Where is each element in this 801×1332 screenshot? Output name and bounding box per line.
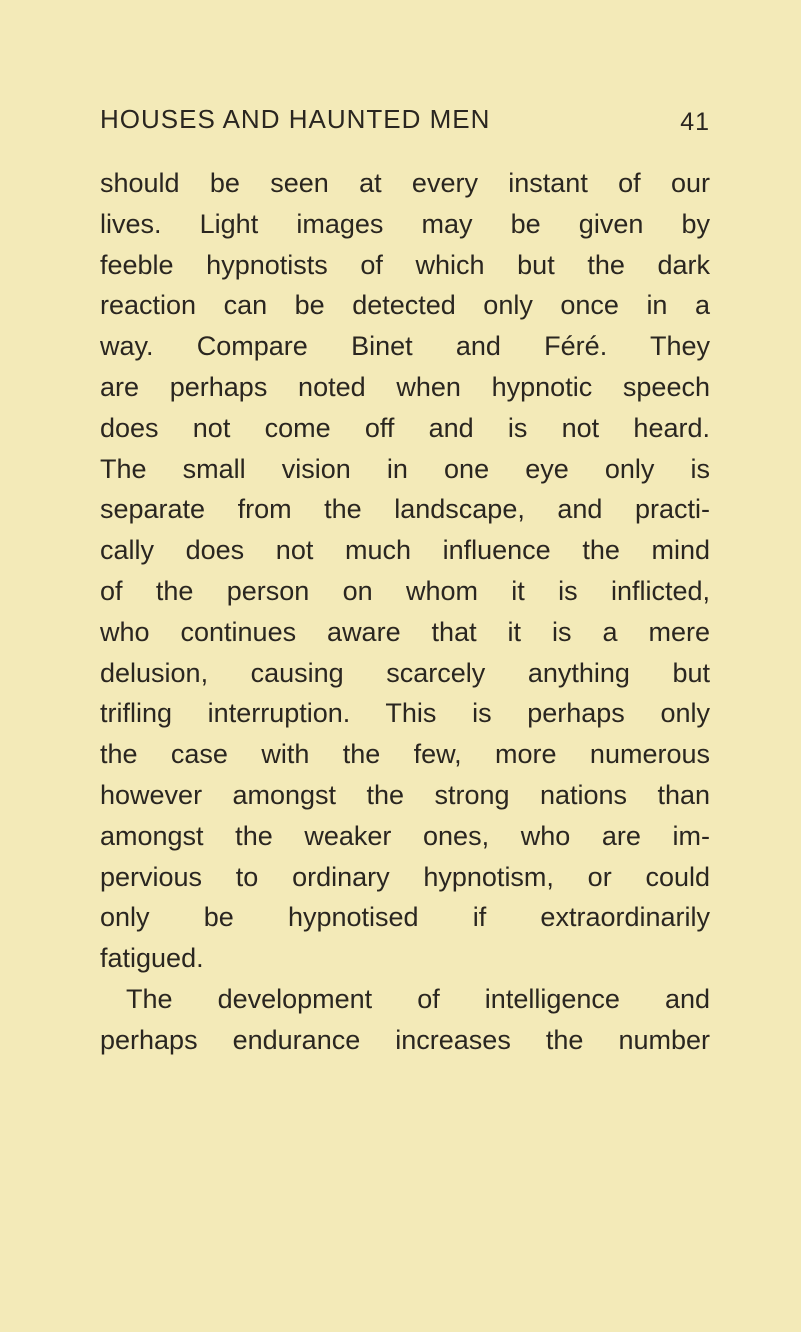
page-header [100,104,710,144]
text-line: feeble hypnotists of which but the dark [100,249,710,280]
text-line: reaction can be detected only once in a [100,290,710,321]
text-line: only be hypnotised if extraordinarily [100,902,710,933]
text-line: should be seen at every instant of our [100,168,710,198]
text-line: are perhaps noted when hypnotic speech [100,371,710,402]
text-line: delusion, causing scarcely anything but [100,657,710,688]
text-line: the case with the few, more numerous [100,739,710,770]
text-line: The development of intelligence and [126,983,710,1014]
text-line: lives. Light images may be given by [100,208,710,239]
text-line: does not come off and is not heard. [100,412,710,443]
text-line: perhaps endurance increases the number [100,1024,710,1055]
text-line: of the person on whom it is inflicted, [100,575,710,606]
text-line: The small vision in one eye only is [100,453,710,484]
text-line: fatigued. [100,943,204,974]
text-line: cally does not much influence the mind [100,535,710,566]
text-line: however amongst the strong nations than [100,779,710,810]
page-number: 41 [680,108,710,136]
text-line: who continues aware that it is a mere [100,616,710,647]
text-line: separate from the landscape, and practi- [100,494,710,525]
text-line: way. Compare Binet and Féré. They [100,331,710,362]
running-head: HOUSES AND HAUNTED MEN [100,104,491,134]
text-line: trifling interruption. This is perhaps only [100,698,710,729]
text-line: pervious to ordinary hypnotism, or could [100,861,710,892]
text-line: amongst the weaker ones, who are im- [100,820,710,851]
body-text [100,163,710,1061]
